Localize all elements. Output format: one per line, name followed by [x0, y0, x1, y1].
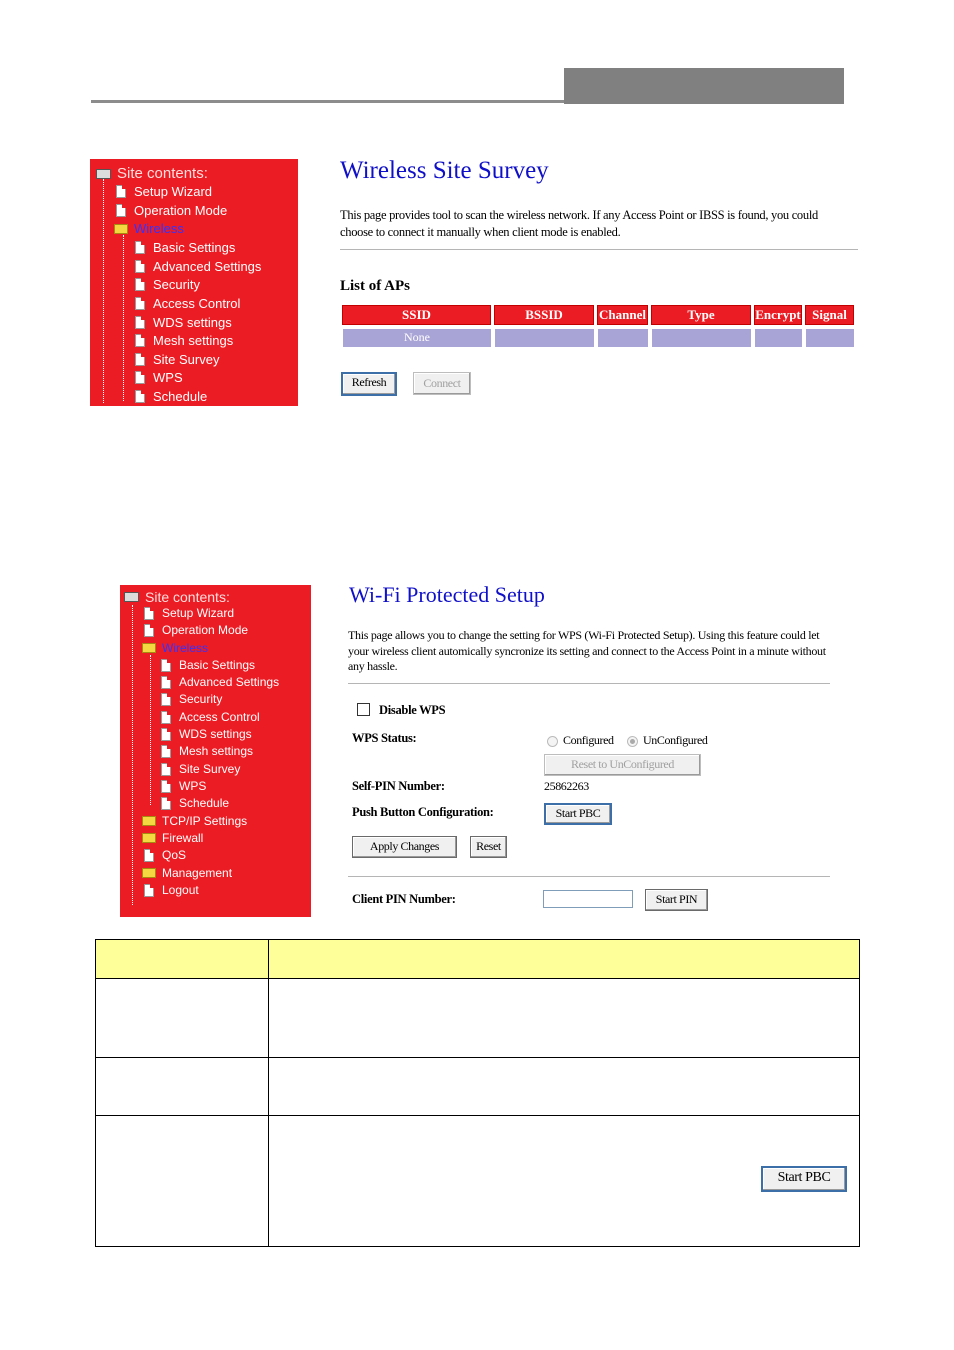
refresh-button[interactable]: Refresh [341, 372, 397, 396]
header-box [564, 68, 844, 104]
divider [348, 876, 830, 877]
table-row [96, 1058, 860, 1116]
document-icon [161, 763, 171, 776]
folder-icon [142, 868, 156, 878]
list-title: List of APs [340, 278, 411, 294]
sidebar-item-schedule[interactable]: Schedule [161, 796, 229, 810]
document-icon [161, 728, 171, 741]
connect-button[interactable]: Connect [413, 372, 471, 395]
sidebar-item-wps[interactable]: WPS [135, 370, 183, 385]
page-title: Wireless Site Survey [340, 157, 549, 184]
sidebar-item-advanced-settings[interactable]: Advanced Settings [161, 675, 279, 689]
reset-button[interactable]: Reset [470, 836, 507, 858]
table-cell [269, 1058, 860, 1116]
sidebar-1 [90, 159, 298, 406]
document-icon [135, 390, 145, 403]
document-icon [135, 297, 145, 310]
configured-option[interactable]: Configured [547, 733, 614, 748]
column-header-signal: Signal [805, 305, 854, 325]
field-description-table [95, 939, 860, 1247]
disable-wps-checkbox[interactable] [357, 703, 370, 716]
sidebar-item-security[interactable]: Security [135, 277, 200, 292]
document-icon [135, 278, 145, 291]
document-icon [144, 884, 154, 897]
document-icon [116, 204, 126, 217]
sidebar-2 [120, 585, 311, 917]
table-cell-encrypt [755, 329, 802, 347]
self-pin-label: Self-PIN Number: [352, 779, 445, 793]
document-icon [161, 711, 171, 724]
column-header-bssid: BSSID [494, 305, 594, 325]
sidebar-item-basic-settings[interactable]: Basic Settings [161, 658, 255, 672]
sidebar-item-schedule[interactable]: Schedule [135, 389, 207, 404]
document-icon [161, 676, 171, 689]
document-icon [144, 624, 154, 637]
table-cell-bssid [495, 329, 594, 347]
document-icon [135, 371, 145, 384]
sidebar-item-operation-mode[interactable]: Operation Mode [144, 623, 248, 637]
folder-icon [142, 833, 156, 843]
sidebar-item-qos[interactable]: QoS [144, 848, 186, 862]
table-cell [96, 979, 269, 1058]
document-icon [161, 659, 171, 672]
sidebar-item-mesh-settings[interactable]: Mesh settings [161, 744, 253, 758]
folder-open-icon [142, 643, 156, 653]
page-description: This page provides tool to scan the wireless network. If any Access Point or IBSS is found, you could choose to connect it manually when client mode is enabled. [340, 208, 818, 239]
table-cell [269, 979, 860, 1058]
sidebar-item-site-survey[interactable]: Site Survey [161, 762, 240, 776]
column-header-ssid: SSID [342, 305, 491, 325]
client-pin-input[interactable] [543, 890, 633, 908]
table-row [96, 1116, 860, 1247]
sidebar-item-setup-wizard[interactable]: Setup Wizard [144, 606, 234, 620]
apply-changes-button[interactable]: Apply Changes [352, 836, 457, 858]
table-header-row [96, 940, 860, 979]
divider [340, 249, 858, 250]
sidebar-item-management[interactable]: Management [142, 866, 232, 880]
computer-icon [96, 169, 111, 179]
client-pin-label: Client PIN Number: [352, 892, 456, 906]
start-pbc-button-image: Start PBC [761, 1166, 847, 1192]
table-cell [269, 1116, 860, 1247]
computer-icon [124, 592, 139, 602]
reset-to-unconfigured-button[interactable]: Reset to UnConfigured [544, 754, 701, 776]
sidebar-item-setup-wizard[interactable]: Setup Wizard [116, 184, 212, 199]
sidebar-item-logout[interactable]: Logout [144, 883, 199, 897]
sidebar-title: Site contents: [124, 589, 230, 605]
document-icon [135, 316, 145, 329]
table-cell [96, 1116, 269, 1247]
sidebar-item-advanced-settings[interactable]: Advanced Settings [135, 259, 261, 274]
table-cell-channel [598, 329, 648, 347]
sidebar-item-wds-settings[interactable]: WDS settings [135, 315, 232, 330]
sidebar-item-security[interactable]: Security [161, 692, 222, 706]
table-cell-type [652, 329, 751, 347]
column-header-encrypt: Encrypt [754, 305, 802, 325]
page-title: Wi-Fi Protected Setup [349, 582, 545, 607]
wps-status-label: WPS Status: [352, 731, 417, 745]
site-survey-panel [330, 159, 862, 406]
sidebar-item-wps[interactable]: WPS [161, 779, 206, 793]
sidebar-item-operation-mode[interactable]: Operation Mode [116, 203, 227, 218]
sidebar-item-wireless[interactable]: Wireless [114, 221, 184, 236]
document-icon [161, 780, 171, 793]
start-pin-button[interactable]: Start PIN [645, 889, 708, 911]
document-icon [116, 185, 126, 198]
document-icon [135, 241, 145, 254]
self-pin-value: 25862263 [544, 779, 589, 793]
sidebar-item-basic-settings[interactable]: Basic Settings [135, 240, 235, 255]
document-icon [135, 260, 145, 273]
radio-selected-icon [627, 736, 638, 747]
column-header-channel: Channel [597, 305, 648, 325]
table-cell-signal [806, 329, 854, 347]
document-icon [161, 693, 171, 706]
sidebar-item-access-control[interactable]: Access Control [135, 296, 240, 311]
column-header-type: Type [651, 305, 751, 325]
document-icon [161, 745, 171, 758]
sidebar-item-site-survey[interactable]: Site Survey [135, 352, 219, 367]
table-cell-ssid: None [343, 329, 491, 347]
header-rule [91, 100, 564, 103]
document-icon [161, 797, 171, 810]
document-icon [144, 849, 154, 862]
wps-panel [340, 582, 835, 917]
disable-wps-label: Disable WPS [379, 703, 446, 717]
sidebar-item-mesh-settings[interactable]: Mesh settings [135, 333, 233, 348]
start-pbc-button[interactable]: Start PBC [544, 803, 612, 825]
folder-open-icon [114, 224, 128, 234]
page-description: This page allows you to change the setting for WPS (Wi-Fi Protected Setup). Using this feature could let your wireless client automically syncronize its setting and connect to the Access Point in a minute without any hassle. [348, 628, 826, 673]
divider [348, 683, 830, 684]
table-header-cell [269, 940, 860, 979]
sidebar-item-firewall[interactable]: Firewall [142, 831, 203, 845]
sidebar-title: Site contents: [96, 165, 208, 182]
sidebar-item-wds-settings[interactable]: WDS settings [161, 727, 252, 741]
radio-icon [547, 736, 558, 747]
table-cell [96, 1058, 269, 1116]
folder-icon [142, 816, 156, 826]
sidebar-item-tcpip-settings[interactable]: TCP/IP Settings [142, 814, 247, 828]
unconfigured-option[interactable]: UnConfigured [627, 733, 708, 748]
sidebar-item-access-control[interactable]: Access Control [161, 710, 260, 724]
document-icon [144, 607, 154, 620]
document-icon [135, 353, 145, 366]
document-icon [135, 334, 145, 347]
table-header-cell [96, 940, 269, 979]
sidebar-item-wireless[interactable]: Wireless [142, 641, 208, 655]
push-button-config-label: Push Button Configuration: [352, 805, 494, 819]
table-row [96, 979, 860, 1058]
